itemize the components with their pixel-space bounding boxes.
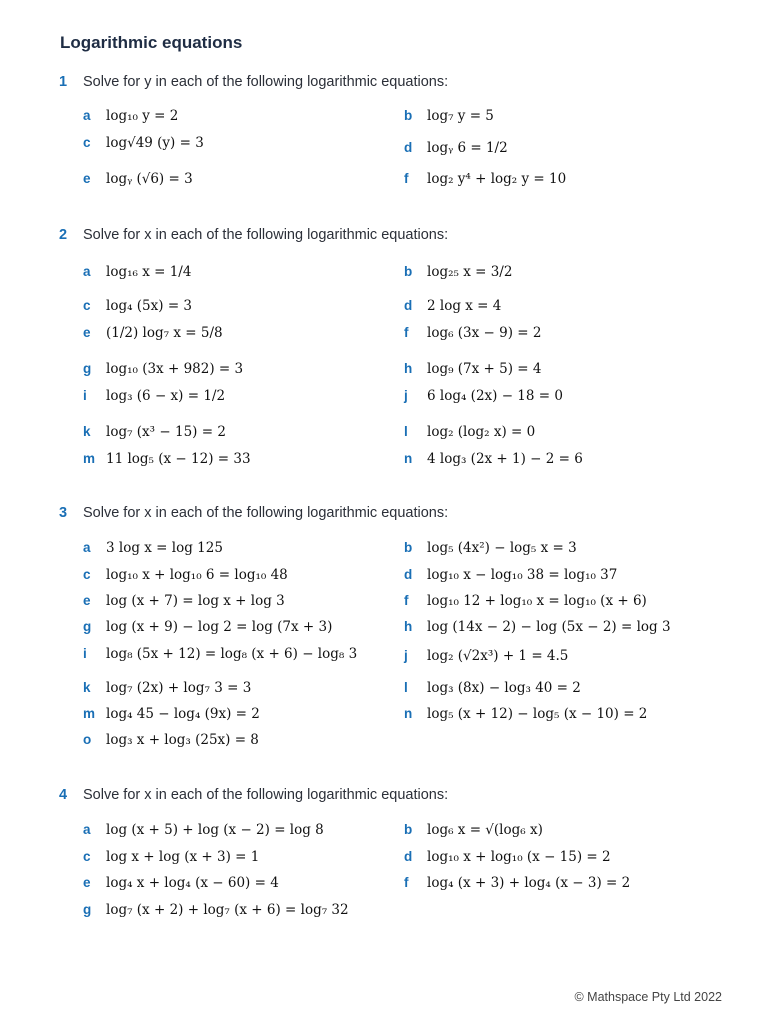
item-label: b (404, 108, 413, 123)
item-label: b (404, 822, 413, 837)
equation: 2 log x = 4 (427, 298, 502, 314)
question-prompt: Solve for y in each of the following logarithmic equations: (83, 74, 449, 90)
equation: log (14x − 2) − log (5x − 2) = log 3 (427, 619, 671, 635)
equation: log₉ (7x + 5) = 4 (427, 361, 542, 377)
item-label: e (83, 875, 91, 890)
item-label: j (404, 388, 408, 403)
item-label: f (404, 325, 409, 340)
equation: log₄ (x + 3) + log₄ (x − 3) = 2 (427, 875, 631, 891)
item-label: d (404, 298, 413, 313)
equation: log₆ (3x − 9) = 2 (427, 325, 542, 341)
equation: log (x + 5) + log (x − 2) = log 8 (106, 822, 324, 838)
equation: log₂ y⁴ + log₂ y = 10 (427, 171, 567, 187)
question-prompt: Solve for x in each of the following logarithmic equations: (83, 787, 449, 803)
question-number: 2 (59, 227, 68, 243)
equation: log₄ x + log₄ (x − 60) = 4 (106, 875, 279, 891)
equation: log₁₆ x = 1/4 (106, 264, 192, 280)
equation: 11 log₅ (x − 12) = 33 (106, 451, 251, 467)
equation: log₁₀ x − log₁₀ 38 = log₁₀ 37 (427, 567, 618, 583)
item-label: m (83, 706, 96, 721)
item-label: f (404, 875, 409, 890)
equation: log₁₀ x + log₁₀ (x − 15) = 2 (427, 849, 611, 865)
item-label: n (404, 451, 413, 466)
equation: log₁₀ y = 2 (106, 108, 179, 124)
equation: log₃ x + log₃ (25x) = 8 (106, 732, 259, 748)
item-label: i (83, 388, 87, 403)
equation: log√49 (y) = 3 (106, 135, 204, 151)
equation: log₄ (5x) = 3 (106, 298, 193, 314)
question-number: 3 (59, 505, 68, 521)
item-label: i (83, 646, 87, 661)
question-prompt: Solve for x in each of the following logarithmic equations: (83, 505, 449, 521)
question-prompt: Solve for x in each of the following logarithmic equations: (83, 227, 449, 243)
question-number: 1 (59, 74, 68, 90)
item-label: a (83, 264, 91, 279)
item-label: h (404, 361, 413, 376)
item-label: o (83, 732, 92, 747)
equation: log₄ 45 − log₄ (9x) = 2 (106, 706, 260, 722)
equation: log₇ (x³ − 15) = 2 (106, 424, 226, 440)
equation: log₂ (√2x³) + 1 = 4.5 (427, 648, 569, 664)
item-label: b (404, 264, 413, 279)
equation: logᵧ (√6) = 3 (106, 171, 193, 187)
item-label: a (83, 822, 91, 837)
item-label: k (83, 680, 91, 695)
item-label: j (404, 648, 408, 663)
equation: log₅ (4x²) − log₅ x = 3 (427, 540, 577, 556)
item-label: d (404, 567, 413, 582)
item-label: c (83, 567, 91, 582)
equation: log (x + 9) − log 2 = log (7x + 3) (106, 619, 333, 635)
item-label: a (83, 540, 91, 555)
equation: log₁₀ 12 + log₁₀ x = log₁₀ (x + 6) (427, 593, 647, 609)
item-label: c (83, 298, 91, 313)
equation: log₁₀ x + log₁₀ 6 = log₁₀ 48 (106, 567, 288, 583)
equation: log₇ (2x) + log₇ 3 = 3 (106, 680, 252, 696)
item-label: g (83, 361, 92, 376)
equation: log (x + 7) = log x + log 3 (106, 593, 285, 609)
equation: log₈ (5x + 12) = log₈ (x + 6) − log₈ 3 (106, 646, 358, 662)
item-label: e (83, 593, 91, 608)
equation: (1/2) log₇ x = 5/8 (106, 325, 223, 341)
item-label: m (83, 451, 96, 466)
equation: log₂₅ x = 3/2 (427, 264, 513, 280)
item-label: c (83, 849, 91, 864)
equation: log₅ (x + 12) − log₅ (x − 10) = 2 (427, 706, 648, 722)
equation: log₇ y = 5 (427, 108, 494, 124)
item-label: b (404, 540, 413, 555)
item-label: g (83, 619, 92, 634)
item-label: e (83, 325, 91, 340)
equation: logᵧ 6 = 1/2 (427, 140, 508, 156)
page-title: Logarithmic equations (60, 33, 243, 52)
equation: 6 log₄ (2x) − 18 = 0 (427, 388, 563, 404)
item-label: n (404, 706, 413, 721)
item-label: g (83, 902, 92, 917)
item-label: f (404, 593, 409, 608)
equation: log₁₀ (3x + 982) = 3 (106, 361, 244, 377)
item-label: d (404, 140, 413, 155)
item-label: l (404, 680, 408, 695)
item-label: a (83, 108, 91, 123)
equation: log₆ x = √(log₆ x) (427, 822, 543, 838)
equation: 4 log₃ (2x + 1) − 2 = 6 (427, 451, 583, 467)
item-label: l (404, 424, 408, 439)
equation: 3 log x = log 125 (106, 540, 223, 556)
item-label: e (83, 171, 91, 186)
equation: log₇ (x + 2) + log₇ (x + 6) = log₇ 32 (106, 902, 349, 918)
item-label: h (404, 619, 413, 634)
equation: log₂ (log₂ x) = 0 (427, 424, 536, 440)
equation: log x + log (x + 3) = 1 (106, 849, 260, 865)
item-label: f (404, 171, 409, 186)
item-label: c (83, 135, 91, 150)
item-label: k (83, 424, 91, 439)
equation: log₃ (8x) − log₃ 40 = 2 (427, 680, 581, 696)
item-label: d (404, 849, 413, 864)
question-number: 4 (59, 787, 68, 803)
copyright-footer: © Mathspace Pty Ltd 2022 (574, 990, 722, 1004)
equation: log₃ (6 − x) = 1/2 (106, 388, 226, 404)
